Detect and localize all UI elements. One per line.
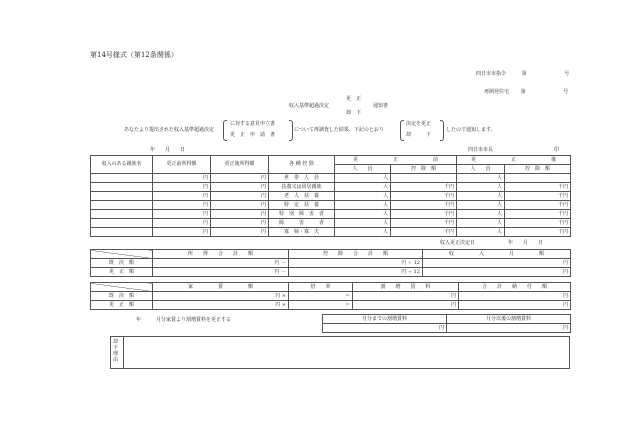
- before-income-cell: 円: [153, 201, 211, 210]
- after-people-cell: 人: [457, 183, 505, 192]
- calc2-header-total: 合 計 納 付 額: [459, 283, 571, 292]
- income-row: [91, 183, 571, 192]
- before-people-cell: 人: [335, 192, 391, 201]
- right-brace-2: [440, 120, 444, 141]
- before-people-cell: 人: [335, 228, 391, 237]
- body-tail: したので通知します。: [446, 127, 496, 133]
- after-amount-cell: 千円: [505, 183, 571, 192]
- after-income-cell: 円: [211, 228, 269, 237]
- header-amount-after: 控 除 額: [505, 165, 571, 174]
- after-income-cell: 円: [211, 201, 269, 210]
- body-mid: について再調査した結果、下記のとおり: [294, 127, 384, 133]
- after-amount-cell: 千円: [505, 201, 571, 210]
- after-amount-cell: [505, 174, 571, 183]
- before-people-cell: 人: [335, 210, 391, 219]
- after-people-cell: 人: [457, 174, 505, 183]
- calc1-header-monthly: 収 入 月 額: [423, 250, 571, 259]
- income-row: [91, 201, 571, 210]
- before-income-cell: 円: [153, 210, 211, 219]
- calc2-total-decided: 円: [459, 292, 571, 301]
- calc1-row-decided: 既 決 額: [91, 259, 153, 268]
- calc2-rate-decided: ＝: [289, 292, 353, 301]
- housing-number: [484, 90, 568, 95]
- addressee-prefix: 四日市市指令: [476, 71, 507, 77]
- after-income-cell: 円: [211, 210, 269, 219]
- relative-name-cell: [91, 201, 153, 210]
- form-title: 第14号様式（第12条関係）: [90, 51, 178, 59]
- issue-date: 年 月 日: [150, 147, 186, 153]
- subject-suffix: 通知書: [373, 103, 389, 109]
- relative-name-cell: [91, 228, 153, 237]
- note-value-until: 円: [323, 324, 447, 333]
- note-header-from: 月分以後の割増賃料: [447, 315, 571, 324]
- before-amount-cell: 千円: [391, 219, 457, 228]
- before-income-cell: 円: [153, 192, 211, 201]
- calc2-rent-decided: 円 ×: [153, 292, 289, 301]
- body-opt3: 決定を更正: [406, 121, 432, 127]
- after-income-cell: 円: [211, 219, 269, 228]
- surcharge-split-table: [322, 314, 571, 333]
- calc1-monthly-decided: 円: [423, 259, 571, 268]
- decision-date-label: 収入更正決定日: [440, 240, 476, 246]
- after-amount-cell: 千円: [505, 210, 571, 219]
- deduction-type-cell: 特 定 扶 養: [269, 201, 335, 210]
- calc1-monthly-revised: 円: [423, 268, 571, 277]
- calc2-header-rent: 家 賃 額: [153, 283, 289, 292]
- calc2-corner: [91, 283, 153, 292]
- reject-reason-label: 却 下 理 由: [113, 339, 119, 363]
- rent-calc-table: [90, 282, 571, 310]
- calc1-deduct-revised: 円 ÷ 12: [289, 268, 423, 277]
- after-amount-cell: 千円: [505, 219, 571, 228]
- income-row: [91, 192, 571, 201]
- after-income-cell: 円: [211, 174, 269, 183]
- right-brace-1: [289, 120, 293, 141]
- income-row: [91, 228, 571, 237]
- header-people-after: 人 員: [457, 165, 505, 174]
- left-brace-1: [223, 120, 227, 141]
- addressee-no-label: 第: [521, 71, 527, 77]
- header-amount-before: 控 除 額: [391, 165, 457, 174]
- left-brace-2: [400, 120, 404, 141]
- before-amount-cell: 千円: [391, 228, 457, 237]
- income-row: [91, 174, 571, 183]
- after-income-cell: 円: [211, 192, 269, 201]
- relative-name-cell: [91, 192, 153, 201]
- deduction-type-cell: 老 人 扶 養: [269, 192, 335, 201]
- calc2-row-revised: 更 正 額: [91, 301, 153, 310]
- header-after-group: 更 正 後: [457, 156, 571, 165]
- calc1-corner: [91, 250, 153, 259]
- before-people-cell: 人: [335, 201, 391, 210]
- deduction-type-cell: 特 別 障 害 者: [269, 210, 335, 219]
- housing-no-label: 第: [520, 89, 526, 95]
- header-before: 更正前所得額: [153, 156, 211, 174]
- before-income-cell: 円: [153, 219, 211, 228]
- after-people-cell: 人: [457, 219, 505, 228]
- before-people-cell: 人: [335, 174, 391, 183]
- calc2-total-revised: 円: [459, 301, 571, 310]
- after-people-cell: 人: [457, 228, 505, 237]
- reject-reason-box: [110, 336, 570, 369]
- calc2-surcharge-decided: 円: [353, 292, 459, 301]
- note-value-from: 円: [447, 324, 571, 333]
- before-amount-cell: 千円: [391, 183, 457, 192]
- before-people-cell: 人: [335, 183, 391, 192]
- calc2-rent-revised: 円 ×: [153, 301, 289, 310]
- before-income-cell: 円: [153, 183, 211, 192]
- subject-opt-top: 更 正: [346, 96, 362, 102]
- body-opt4: 却 下: [406, 132, 432, 138]
- mayor-label: 四日市市長: [468, 147, 494, 153]
- calc1-income-decided: 円 －: [153, 259, 289, 268]
- before-amount-cell: 千円: [391, 210, 457, 219]
- body-lead: あなたより提出された収入基準超過決定: [124, 127, 215, 133]
- before-amount-cell: [391, 174, 457, 183]
- calc2-header-surcharge: 割 増 賃 料: [353, 283, 459, 292]
- deduction-type-cell: 世 帯 人 員: [269, 174, 335, 183]
- header-deduct: 各 種 控 除: [269, 156, 335, 174]
- income-row: [91, 210, 571, 219]
- income-calc-table: [90, 249, 571, 277]
- after-income-cell: 円: [211, 183, 269, 192]
- housing-prefix: 再開発住宅: [484, 89, 510, 95]
- calc2-rate-revised: ＝: [289, 301, 353, 310]
- income-row: [91, 219, 571, 228]
- body-opt1: に対する意見申立書: [230, 121, 276, 127]
- calc1-income-revised: 円 －: [153, 268, 289, 277]
- after-amount-cell: 千円: [505, 228, 571, 237]
- subject-main: 収入基準超過決定: [289, 103, 330, 109]
- before-amount-cell: 千円: [391, 192, 457, 201]
- income-table: [90, 155, 571, 237]
- note-header-until: 月分までの割増賃料: [323, 315, 447, 324]
- housing-go: 号: [563, 89, 569, 95]
- after-people-cell: 人: [457, 192, 505, 201]
- calc1-header-income: 所 得 合 計 額: [153, 250, 289, 259]
- deduction-type-cell: 寡 婦・寡 夫: [269, 228, 335, 237]
- relative-name-cell: [91, 210, 153, 219]
- header-people-before: 人 員: [335, 165, 391, 174]
- surcharge-note: 年 月分家賃より割増賃料を更正する: [136, 317, 232, 323]
- subject-opt-bottom: 却 下: [346, 110, 362, 116]
- addressee-go: 号: [564, 71, 570, 77]
- decision-date-value: 年 月 日: [508, 240, 544, 246]
- deduction-type-cell: 扶養又は同居親族: [269, 183, 335, 192]
- seal-mark: 印: [554, 147, 560, 153]
- calc1-header-deduct: 控 除 合 計 額: [289, 250, 423, 259]
- header-after: 更正後所得額: [211, 156, 269, 174]
- relative-name-cell: [91, 219, 153, 228]
- relative-name-cell: [91, 183, 153, 192]
- relative-name-cell: [91, 174, 153, 183]
- after-people-cell: 人: [457, 201, 505, 210]
- before-people-cell: 人: [335, 219, 391, 228]
- calc2-row-decided: 既 決 額: [91, 292, 153, 301]
- calc1-deduct-decided: 円 ÷ 12: [289, 259, 423, 268]
- before-amount-cell: 千円: [391, 201, 457, 210]
- deduction-type-cell: 障 害 者: [269, 219, 335, 228]
- before-income-cell: 円: [153, 228, 211, 237]
- calc2-surcharge-revised: 円: [353, 301, 459, 310]
- calc1-row-revised: 更 正 額: [91, 268, 153, 277]
- body-opt2: 更 正 申 請 書: [230, 132, 276, 138]
- after-amount-cell: 千円: [505, 192, 571, 201]
- before-income-cell: 円: [153, 174, 211, 183]
- header-name: 収入のある親族名: [91, 156, 153, 174]
- addressee-number: [476, 72, 569, 77]
- after-people-cell: 人: [457, 210, 505, 219]
- header-before-group: 更 正 前: [335, 156, 457, 165]
- calc2-header-rate: 倍 率: [289, 283, 353, 292]
